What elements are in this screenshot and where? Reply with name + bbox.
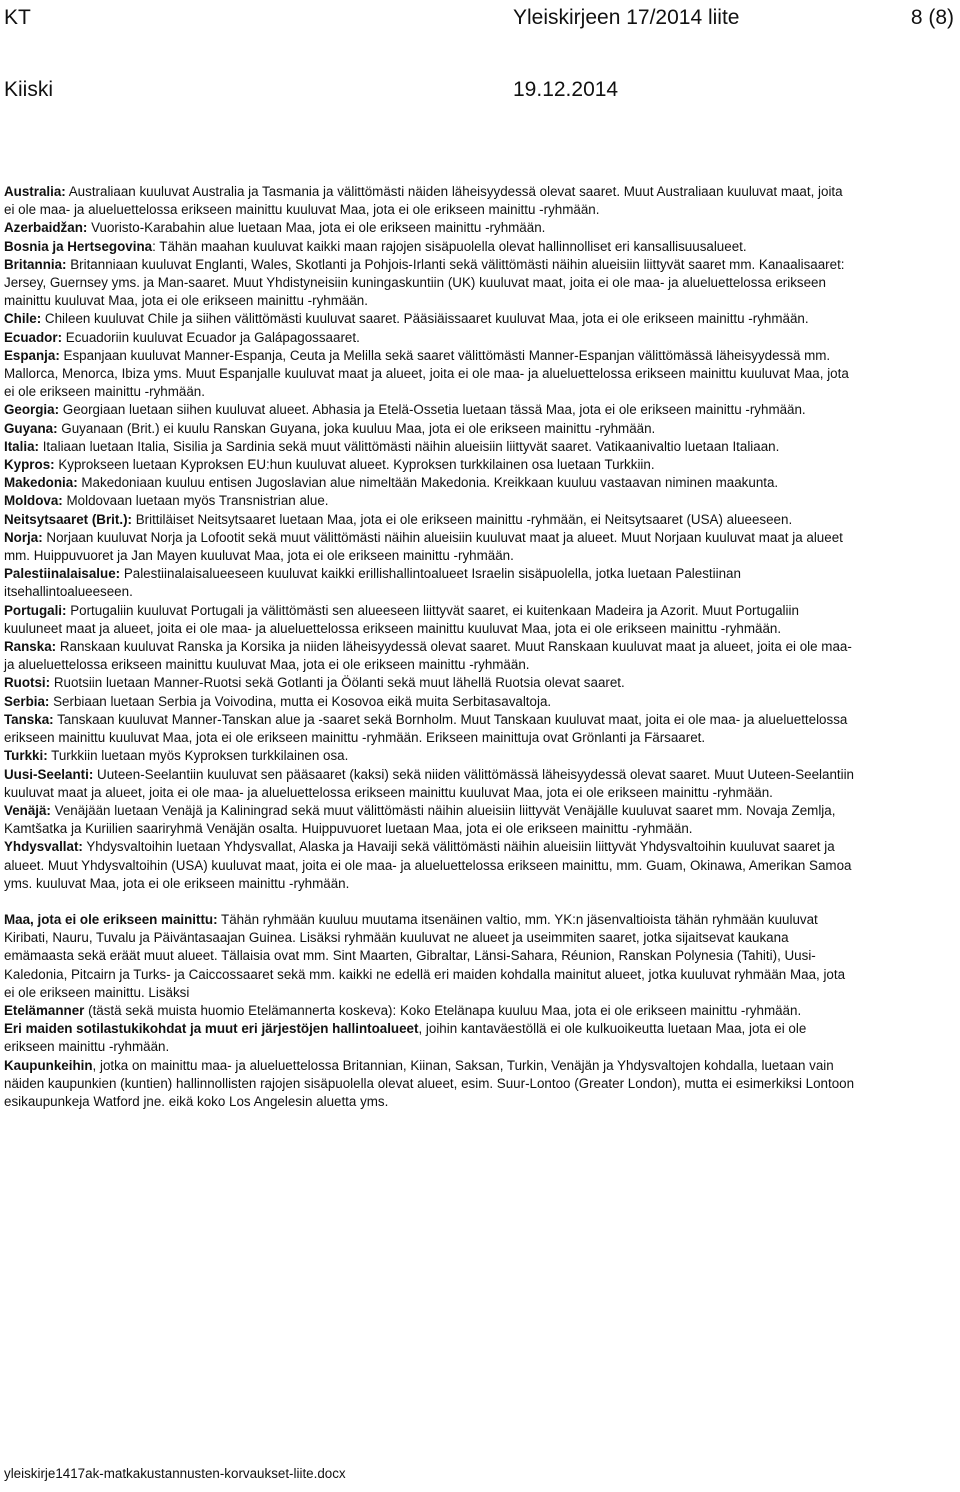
entry-text: Tähän ryhmään kuuluu muutama itsenäinen valtio, mm. YK:n jäsenvaltioista tähän ryhmään kuuluvat Kiribati, Nauru, Tuvalu ja Päiväntasaajan Guinea. Lisäksi ryhmään kuuluvat ne alueet ja useimmiten saaret, jotka sijaitsevat kaukana emämaasta sekä eräät muut alueet. Tällaisia ovat mm. Sint Maarten, Gibraltar, Länsi-Sahara, Réunion, Ranskan Polynesia (Tahiti), Uusi-Kaledonia, Pitcairn ja Turks- ja Caiccossaaret sekä mm. kaikki ne edellä eri maiden kohdalla mainitut alueet, jotka kuuluvat ryhmään Maa, jota ei ole erikseen mainittu. Lisäksi (4, 911, 846, 1000)
entry-term: Italia: (4, 438, 39, 454)
list-item (4, 256, 856, 311)
list-item (4, 219, 856, 237)
entry-text: Kyprokseen luetaan Kyproksen EU:hun kuuluvat alueet. Kyproksen turkkilainen osa luetaan Turkkiin. (54, 457, 655, 473)
list-item (4, 602, 856, 638)
list-item (4, 492, 856, 510)
entry-text: Brittiläiset Neitsytsaaret luetaan Maa, jota ei ole erikseen mainittu -ryhmään, ei Neitsytsaaret (USA) alueeseen. (132, 511, 793, 527)
list-item (4, 1020, 856, 1056)
list-item (4, 438, 856, 456)
entry-text: Ranskaan kuuluvat Ranska ja Korsika ja niiden läheisyydessä olevat saaret. Muut Ranskaan kuuluvat maat ja alueet, joita ei ole maa- ja alueluettelossa erikseen mainittu kuuluvat Maa, jota ei ole erikseen mainittu -ryhmään. (4, 639, 852, 673)
country-rules-list (4, 183, 856, 893)
list-item (4, 674, 856, 692)
entry-term: Chile: (4, 311, 42, 327)
entry-text: , jotka on mainittu maa- ja alueluettelossa Britannian, Kiinan, Saksan, Turkin, Venäjän ja Yhdysvaltojen kohdalla, luetaan vain näiden kaupunkien (kuntien) hallinnollisten rajojen sisäpuolella olevat alueet, esim. Suur-Lontoo (Greater London), mutta ei esimerkiksi Lontoon esikaupunkeja Watford jne. eikä koko Los Angelesin aluetta yms. (4, 1057, 855, 1109)
entry-text: Ruotsiin luetaan Manner-Ruotsi sekä Gotlanti ja Öölanti sekä muut lähellä Ruotsia olevat saaret. (50, 675, 625, 691)
entry-term: Neitsytsaaret (Brit.): (4, 511, 132, 527)
list-item (4, 183, 856, 219)
entry-term: Bosnia ja Hertsegovina (4, 238, 153, 254)
entry-text: Vuoristo-Karabahin alue luetaan Maa, jota ei ole erikseen mainittu -ryhmään. (87, 220, 546, 236)
list-item (4, 693, 856, 711)
entry-term: Georgia: (4, 402, 60, 418)
list-item (4, 1057, 856, 1112)
entry-text: Tanskaan kuuluvat Manner-Tanskan alue ja -saaret sekä Bornholm. Muut Tanskaan kuuluvat maat, joita ei ole maa- ja alueluettelossa erikseen mainittu kuuluvat Maa, jota ei ole erikseen mainittu -ryhmään. Erikseen mainittuja ovat Grönlanti ja Färsaaret. (4, 711, 848, 746)
entry-text: Portugaliin kuuluvat Portugali ja välittömästi sen alueeseen liittyvät saaret, ei kuitenkaan Madeira ja Azorit. Muut Portugaliin kuuluneet maat ja alueet, joita ei ole maa- ja alueluettelossa erikseen mainittu kuuluvat Maa, jota ei ole erikseen mainittu -ryhmään. (4, 602, 799, 636)
list-item (4, 329, 856, 347)
list-item (4, 802, 856, 838)
entry-term: Britannia: (4, 256, 67, 272)
entry-text: Uuteen-Seelantiin kuuluvat sen pääsaaret (kaksi) sekä niiden välittömässä läheisyydessä olevat saaret. Muut Uuteen-Seelantiin kuuluvat maat ja alueet, joita ei ole maa- ja alueluettelossa erikseen mainittu kuuluvat Maa, jota ei ole erikseen mainittu -ryhmään. (4, 766, 855, 800)
list-item (4, 838, 856, 893)
page-header-bottom (4, 78, 954, 104)
entry-term: Australia: (4, 184, 66, 199)
entry-text: , joihin kantaväestöllä ei ole kulkuoikeutta luetaan Maa, jota ei ole erikseen mainittu -ryhmään. (4, 1021, 807, 1055)
entry-text: Chileen kuuluvat Chile ja siihen välittömästi kuuluvat saaret. Pääsiäissaaret kuuluvat Maa, jota ei ole erikseen mainittu -ryhmään. (41, 311, 809, 327)
entry-term: Eri maiden sotilastukikohdat ja muut eri järjestöjen hallintoalueet (4, 1021, 419, 1037)
entry-term: Yhdysvallat: (4, 839, 83, 855)
entry-text: Georgiaan luetaan siihen kuuluvat alueet. Abhasia ja Etelä-Ossetia luetaan tässä Maa, jota ei ole erikseen mainittu -ryhmään. (59, 402, 806, 418)
page-header-top (4, 6, 954, 32)
list-item (4, 1002, 856, 1020)
entry-term: Moldova: (4, 493, 63, 509)
entry-term: Maa, jota ei ole erikseen mainittu: (4, 911, 218, 927)
entry-term: Espanja: (4, 347, 60, 363)
entry-term: Makedonia: (4, 475, 78, 491)
entry-term: Portugali: (4, 602, 67, 618)
entry-text: Norjaan kuuluvat Norja ja Lofootit sekä muut välittömästi näihin alueisiin kuuluvat maat ja alueet. Muut Norjaan kuuluvat maat ja alueet mm. Huippuvuoret ja Jan Mayen kuuluvat Maa, jota ei ole erikseen mainittu -ryhmään. (4, 529, 843, 564)
list-item (4, 456, 856, 474)
document-title: Yleiskirjeen 17/2014 liite (513, 6, 740, 29)
list-item (4, 310, 856, 328)
entry-text: Ecuadoriin kuuluvat Ecuador ja Galápagossaaret. (62, 329, 360, 345)
entry-term: Ecuador: (4, 329, 63, 345)
entry-text: (tästä sekä muista huomio Etelämannerta koskeva): Koko Etelänapa kuuluu Maa, jota ei ole erikseen mainittu -ryhmään. (84, 1002, 802, 1018)
entry-term: Guyana: (4, 420, 58, 436)
list-item (4, 420, 856, 438)
footer-filename: yleiskirje1417ak-matkakustannusten-korvaukset-liite.docx (4, 1466, 346, 1481)
entry-text: : Tähän maahan kuuluvat kaikki maan rajojen sisäpuolella olevat hallinnolliset eri kansallisuusalueet. (152, 238, 747, 254)
list-item (4, 401, 856, 419)
list-item (4, 347, 856, 402)
entry-term: Turkki: (4, 748, 48, 764)
entry-text: Turkkiin luetaan myös Kyproksen turkkilainen osa. (47, 748, 349, 764)
page-number: 8 (8) (910, 6, 954, 29)
entry-text: Yhdysvaltoihin luetaan Yhdysvallat, Alaska ja Havaiji sekä välittömästi näihin alueisiin liittyvät Yhdysvaltoihin kuuluvat saaret ja alueet. Muut Yhdysvaltoihin (USA) kuuluvat maat, joita ei ole maa- ja alueluettelossa erikseen mainittu, mm. Guam, Okinawa, Amerikan Samoa yms. kuuluvat Maa, jota ei ole erikseen mainittu -ryhmään. (4, 839, 852, 891)
document-date: 19.12.2014 (513, 78, 619, 101)
list-item (4, 766, 856, 802)
entry-text: Italiaan luetaan Italia, Sisilia ja Sardinia sekä muut välittömästi näihin alueisiin liittyvät saaret. Vatikaanivaltio luetaan Italiaan. (38, 438, 780, 454)
entry-term: Palestiinalaisalue: (4, 566, 121, 582)
author-name: Kiiski (4, 78, 54, 101)
entry-term: Norja: (4, 529, 43, 545)
list-item (4, 529, 856, 565)
entry-term: Kaupunkeihin (4, 1057, 93, 1073)
list-item (4, 747, 856, 765)
list-item (4, 511, 856, 529)
entry-text: Makedoniaan kuuluu entisen Jugoslavian alue nimeltään Makedonia. Kreikkaan kuuluu vastaavan niminen maakunta. (77, 475, 779, 491)
list-item (4, 565, 856, 601)
document-body (4, 183, 856, 1111)
entry-term: Uusi-Seelanti: (4, 766, 94, 782)
entry-term: Azerbaidžan: (4, 220, 88, 236)
list-item (4, 238, 856, 256)
entry-text: Britanniaan kuuluvat Englanti, Wales, Skotlanti ja Pohjois-Irlanti sekä välittömästi näihin alueisiin liittyvät saaret mm. Kanaalisaaret: Jersey, Guernsey yms. ja Man-saaret. Muut Yhdistyneisiin kuningaskuntiin (UK) kuuluvat maat, joita ei ole maa- ja alueluettelossa erikseen mainittu kuuluvat Maa, jota ei ole erikseen mainittu -ryhmään. (4, 256, 845, 309)
entry-term: Tanska: (4, 711, 54, 727)
list-item (4, 711, 856, 747)
entry-term: Ranska: (4, 639, 57, 655)
entry-text: Moldovaan luetaan myös Transnistrian alue. (62, 493, 329, 509)
entry-text: Guyanaan (Brit.) ei kuulu Ranskan Guyana, joka kuuluu Maa, jota ei ole erikseen mainittu -ryhmään. (57, 420, 656, 436)
entry-text: Serbiaan luetaan Serbia ja Voivodina, mutta ei Kosovoa eikä muita Serbitasavaltoja. (49, 693, 552, 709)
entry-term: Serbia: (4, 693, 50, 709)
list-item (4, 474, 856, 492)
entry-text: Australiaan kuuluvat Australia ja Tasmania ja välittömästi näiden läheisyydessä olevat saaret. Muut Australiaan kuuluvat maat, joita ei ole maa- ja alueluettelossa erikseen mainittu kuuluvat Maa, jota ei ole erikseen mainittu -ryhmään. (4, 184, 843, 218)
entry-term: Kypros: (4, 457, 55, 473)
section-gap (4, 893, 856, 911)
entry-term: Etelämanner (4, 1002, 85, 1018)
entry-text: Venäjään luetaan Venäjä ja Kaliningrad sekä muut välittömästi näihin alueisiin liittyvät Venäjälle kuuluvat saaret mm. Novaja Zemlja, Kamtšatka ja Kuriilien saariryhmä Venäjän osalta. Huippuvuoret luetaan Maa, jota ei ole erikseen mainittu -ryhmään. (4, 802, 836, 837)
list-item (4, 638, 856, 674)
entry-term: Venäjä: (4, 802, 51, 818)
header-abbreviation: KT (4, 6, 31, 29)
entry-text: Espanjaan kuuluvat Manner-Espanja, Ceuta ja Melilla sekä saaret välittömästi Manner-Espanjan välittömässä läheisyydessä mm. Mallorca, Menorca, Ibiza yms. Muut Espanjalle kuuluvat maat ja alueet, joita ei ole maa- ja alueluettelossa erikseen mainittu kuuluvat Maa, jota ei ole erikseen mainittu -ryhmään. (4, 347, 849, 400)
entry-term: Ruotsi: (4, 675, 51, 691)
other-rules-list (4, 911, 856, 1111)
list-item (4, 911, 856, 1002)
entry-text: Palestiinalaisalueeseen kuuluvat kaikki erillishallintoalueet Israelin sisäpuolella, jotka luetaan Palestiinan itsehallintoalueeseen. (4, 566, 741, 600)
